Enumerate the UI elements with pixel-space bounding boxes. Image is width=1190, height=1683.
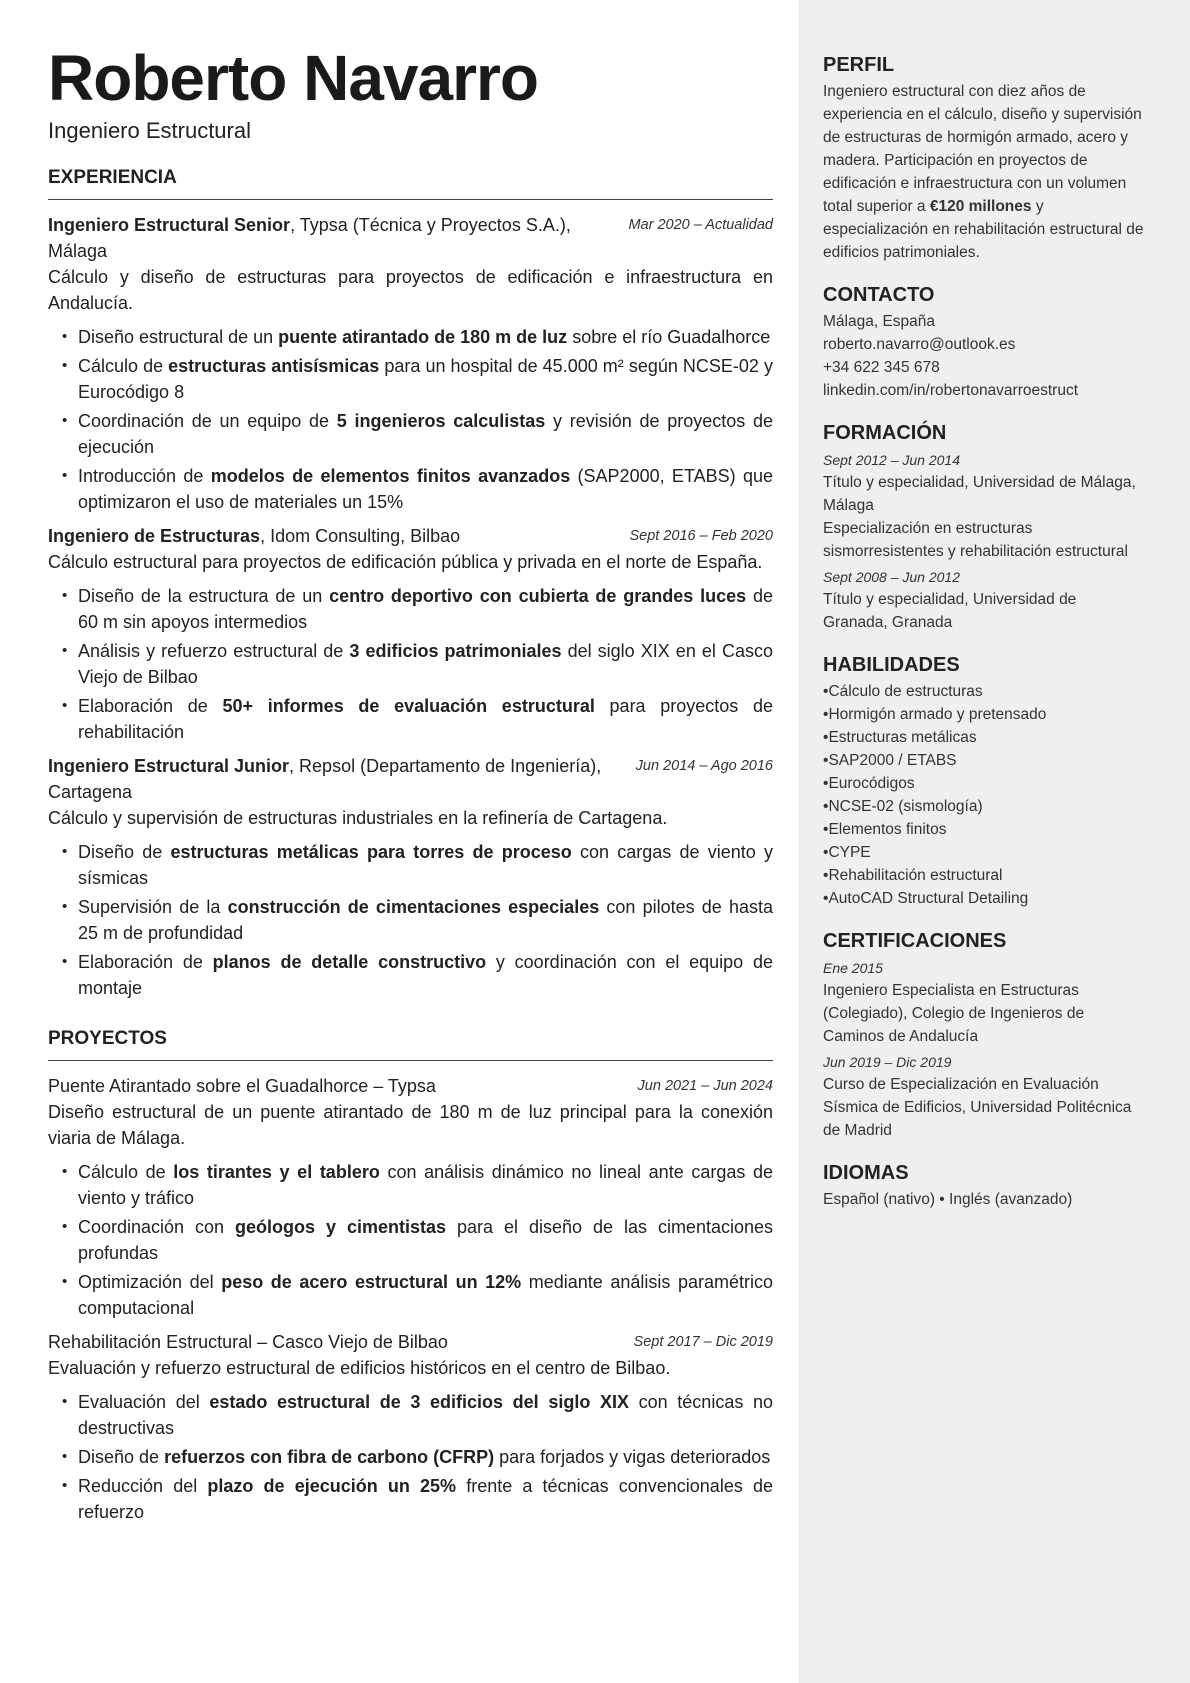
bullet-text-start: Diseño de: [78, 842, 171, 862]
education-date: Sept 2008 – Jun 2012: [823, 569, 961, 585]
bullet-text-highlight: 50+ informes de evaluación estructural: [222, 696, 595, 716]
bullet-item: [78, 408, 773, 460]
bullet-text-end: (SAP2000, ETABS) que optimizaron el uso de materiales un 15%: [78, 466, 773, 512]
bullet-item: [78, 353, 773, 405]
bullet-text-end: con pilotes de hasta 25 m de profundidad: [78, 897, 773, 943]
education-heading: FORMACIÓN: [823, 422, 947, 444]
contact-linkedin[interactable]: linkedin.com/in/robertonavarroestruct: [823, 382, 1079, 399]
bullet-text-start: Cálculo de: [78, 1162, 174, 1182]
bullet-text-end: para un hospital de 45.000 m² según NCSE-02 y Eurocódigo 8: [78, 356, 773, 402]
education-degree: Título y especialidad, Universidad de Málaga, Málaga: [823, 474, 1136, 514]
certification-date: Ene 2015: [823, 960, 883, 976]
profile-text-end: y especialización en rehabilitación estructural de edificios patrimoniales.: [823, 198, 1144, 261]
bullet-text-highlight: planos de detalle constructivo: [212, 952, 487, 972]
bullet-text-start: Introducción de: [78, 466, 211, 486]
bullet-text-highlight: estructuras antisísmicas: [168, 356, 380, 376]
bullet-text-highlight: 3 edificios patrimoniales: [349, 641, 562, 661]
bullet-text-highlight: 5 ingenieros calculistas: [336, 411, 546, 431]
certification-date: Jun 2019 – Dic 2019: [823, 1054, 952, 1070]
education-list: [823, 449, 1145, 634]
bullet-text-start: Optimización del: [78, 1272, 222, 1292]
job-title-line: [48, 212, 608, 264]
bullet-text-end: del siglo XIX en el Casco Viejo de Bilbao: [78, 641, 773, 687]
job-description: Cálculo y diseño de estructuras para proyectos de edificación e infraestructura en Andalucía.: [48, 267, 773, 313]
job-date: Jun 2014 – Ago 2016: [635, 758, 773, 774]
contact-email[interactable]: roberto.navarro@outlook.es: [823, 336, 1016, 353]
bullet-text-start: Coordinación de un equipo de: [78, 411, 337, 431]
bullet-text-start: Elaboración de: [78, 952, 213, 972]
bullet-text-highlight: plazo de ejecución un 25%: [207, 1476, 457, 1496]
languages-text: Español (nativo) • Inglés (avanzado): [823, 1191, 1073, 1208]
bullet-text-start: Reducción del: [78, 1476, 208, 1496]
projects-list: [48, 1073, 773, 1525]
education-date: Sept 2012 – Jun 2014: [823, 452, 961, 468]
job-entry: [48, 753, 773, 1001]
job-header: [48, 753, 773, 805]
bullet-text-highlight: construcción de cimentaciones especiales: [227, 897, 600, 917]
job-title: Ingeniero de Estructuras: [48, 526, 261, 546]
job-title: Ingeniero Estructural Junior: [48, 756, 290, 776]
profile-text-highlight: €120 millones: [929, 198, 1032, 215]
bullet-text-start: Coordinación con: [78, 1217, 236, 1237]
candidate-role: Ingeniero Estructural: [48, 118, 251, 143]
project-date: Jun 2021 – Jun 2024: [637, 1078, 773, 1094]
bullet-text-end: mediante análisis paramétrico computacional: [78, 1272, 773, 1318]
skill-item: • AutoCAD Structural Detailing: [823, 887, 1145, 910]
job-company: , Idom Consulting, Bilbao: [260, 526, 461, 546]
bullet-item: [78, 583, 773, 635]
job-description: Cálculo y supervisión de estructuras industriales en la refinería de Cartagena.: [48, 808, 668, 828]
certification-text: Ingeniero Especialista en Estructuras (Colegiado), Colegio de Ingenieros de Caminos de Andalucía: [823, 982, 1085, 1045]
project-title: Puente Atirantado sobre el Guadalhorce – Typsa: [48, 1076, 436, 1096]
project-date: Sept 2017 – Dic 2019: [633, 1334, 773, 1350]
certifications-heading: CERTIFICACIONES: [823, 930, 1007, 952]
skill-item: • Elementos finitos: [823, 818, 1145, 841]
certification-text: Curso de Especialización en Evaluación Sísmica de Edificios, Universidad Politécnica de Madrid: [823, 1076, 1132, 1139]
bullet-list: [48, 1389, 773, 1525]
project-description: Evaluación y refuerzo estructural de edificios históricos en el centro de Bilbao.: [48, 1358, 671, 1378]
bullet-text-end: para el diseño de las cimentaciones profundas: [78, 1217, 773, 1263]
skill-item: • CYPE: [823, 841, 1145, 864]
candidate-name: Roberto Navarro: [48, 42, 538, 114]
job-entry: [48, 523, 773, 745]
bullet-text-start: Cálculo de: [78, 356, 169, 376]
skill-item: • Rehabilitación estructural: [823, 864, 1145, 887]
bullet-text-start: Diseño estructural de un: [78, 327, 279, 347]
bullet-text-start: Evaluación del: [78, 1392, 210, 1412]
bullet-text-end: para proyectos de rehabilitación: [78, 696, 774, 742]
bullet-text-highlight: refuerzos con fibra de carbono (CFRP): [164, 1447, 495, 1467]
bullet-item: [78, 693, 773, 745]
project-entry: [48, 1329, 773, 1525]
bullet-text-end: y coordinación con el equipo de montaje: [78, 952, 773, 998]
skills-list: [823, 680, 1145, 910]
bullet-text-start: Supervisión de la: [78, 897, 228, 917]
bullet-text-highlight: los tirantes y el tablero: [173, 1162, 380, 1182]
bullet-text-highlight: peso de acero estructural un 12%: [221, 1272, 522, 1292]
bullet-text-highlight: estado estructural de 3 edificios del siglo XIX: [209, 1392, 629, 1412]
education-detail: Especialización en estructuras sismorresistentes y rehabilitación estructural: [823, 520, 1128, 560]
bullet-list: [48, 324, 773, 515]
job-description: Cálculo estructural para proyectos de edificación pública y privada en el norte de España.: [48, 552, 763, 572]
job-title-line: [48, 523, 608, 549]
bullet-text-end: con análisis dinámico no lineal ante cargas de viento y tráfico: [78, 1162, 773, 1208]
contact-location: Málaga, España: [823, 313, 936, 330]
bullet-item: [78, 1214, 773, 1266]
languages-heading: IDIOMAS: [823, 1162, 909, 1184]
skill-item: • Hormigón armado y pretensado: [823, 703, 1145, 726]
bullet-item: [78, 1159, 773, 1211]
bullet-text-highlight: modelos de elementos finitos avanzados: [210, 466, 571, 486]
profile-heading: PERFIL: [823, 54, 895, 76]
certifications-list: [823, 957, 1145, 1142]
job-date: Sept 2016 – Feb 2020: [629, 528, 773, 544]
projects-heading: PROYECTOS: [48, 1027, 773, 1061]
bullet-text-highlight: centro deportivo con cubierta de grandes luces: [329, 586, 747, 606]
profile-text-start: Ingeniero estructural con diez años de experiencia en el cálculo, diseño y supervisión de estructuras de hormigón armado, acero y madera. Participación en proyectos de edificación e infraestructura con un volumen total superior a: [823, 83, 1142, 215]
bullet-text-end: sobre el río Guadalhorce: [567, 327, 771, 347]
bullet-text-highlight: estructuras metálicas para torres de proceso: [170, 842, 572, 862]
contact-heading: CONTACTO: [823, 284, 935, 306]
bullet-list: [48, 1159, 773, 1321]
bullet-item: [78, 324, 773, 350]
bullet-text-end: con cargas de viento y sísmicas: [78, 842, 773, 888]
contact-phone[interactable]: +34 622 345 678: [823, 359, 940, 376]
skill-item: • SAP2000 / ETABS: [823, 749, 1145, 772]
experience-list: [48, 212, 773, 1001]
project-entry: [48, 1073, 773, 1321]
skill-item: • NCSE-02 (sismología): [823, 795, 1145, 818]
bullet-item: [78, 1269, 773, 1321]
bullet-item: [78, 1389, 773, 1441]
bullet-item: [78, 1473, 773, 1525]
job-company: , Typsa (Técnica y Proyectos S.A.), Málaga: [48, 215, 571, 261]
sidebar: [823, 52, 1145, 1211]
job-entry: [48, 212, 773, 515]
skill-item: • Estructuras metálicas: [823, 726, 1145, 749]
bullet-text-end: frente a técnicas convencionales de refuerzo: [78, 1476, 774, 1522]
bullet-text-highlight: puente atirantado de 180 m de luz: [278, 327, 568, 347]
education-degree: Título y especialidad, Universidad de Granada, Granada: [823, 591, 1077, 631]
bullet-text-end: de 60 m sin apoyos intermedios: [78, 586, 773, 632]
skills-heading: HABILIDADES: [823, 654, 960, 676]
skill-item: • Eurocódigos: [823, 772, 1145, 795]
bullet-list: [48, 839, 773, 1001]
bullet-text-end: y revisión de proyectos de ejecución: [78, 411, 773, 457]
main-column: [48, 40, 773, 1533]
project-title: Rehabilitación Estructural – Casco Viejo de Bilbao: [48, 1332, 448, 1352]
job-title: Ingeniero Estructural Senior: [48, 215, 291, 235]
bullet-item: [78, 463, 773, 515]
project-header: [48, 1329, 773, 1355]
experience-heading: EXPERIENCIA: [48, 166, 773, 200]
project-description: Diseño estructural de un puente atirantado de 180 m de luz principal para la conexión viaria de Málaga.: [48, 1102, 773, 1148]
bullet-text-highlight: geólogos y cimentistas: [235, 1217, 447, 1237]
job-date: Mar 2020 – Actualidad: [628, 217, 773, 233]
bullet-item: [78, 638, 773, 690]
skill-item: • Cálculo de estructuras: [823, 680, 1145, 703]
bullet-item: [78, 894, 773, 946]
job-header: [48, 523, 773, 549]
job-company: , Repsol (Departamento de Ingeniería), Cartagena: [48, 756, 602, 802]
bullet-text-start: Elaboración de: [78, 696, 223, 716]
bullet-text-start: Análisis y refuerzo estructural de: [78, 641, 350, 661]
bullet-item: [78, 949, 773, 1001]
job-header: [48, 212, 773, 264]
bullet-text-end: con técnicas no destructivas: [78, 1392, 773, 1438]
bullet-list: [48, 583, 773, 745]
bullet-item: [78, 1444, 773, 1470]
bullet-text-start: Diseño de: [78, 1447, 165, 1467]
job-title-line: [48, 753, 608, 805]
bullet-item: [78, 839, 773, 891]
bullet-text-start: Diseño de la estructura de un: [78, 586, 330, 606]
project-header: [48, 1073, 773, 1099]
profile-text: [823, 80, 1145, 264]
bullet-text-end: para forjados y vigas deteriorados: [494, 1447, 771, 1467]
